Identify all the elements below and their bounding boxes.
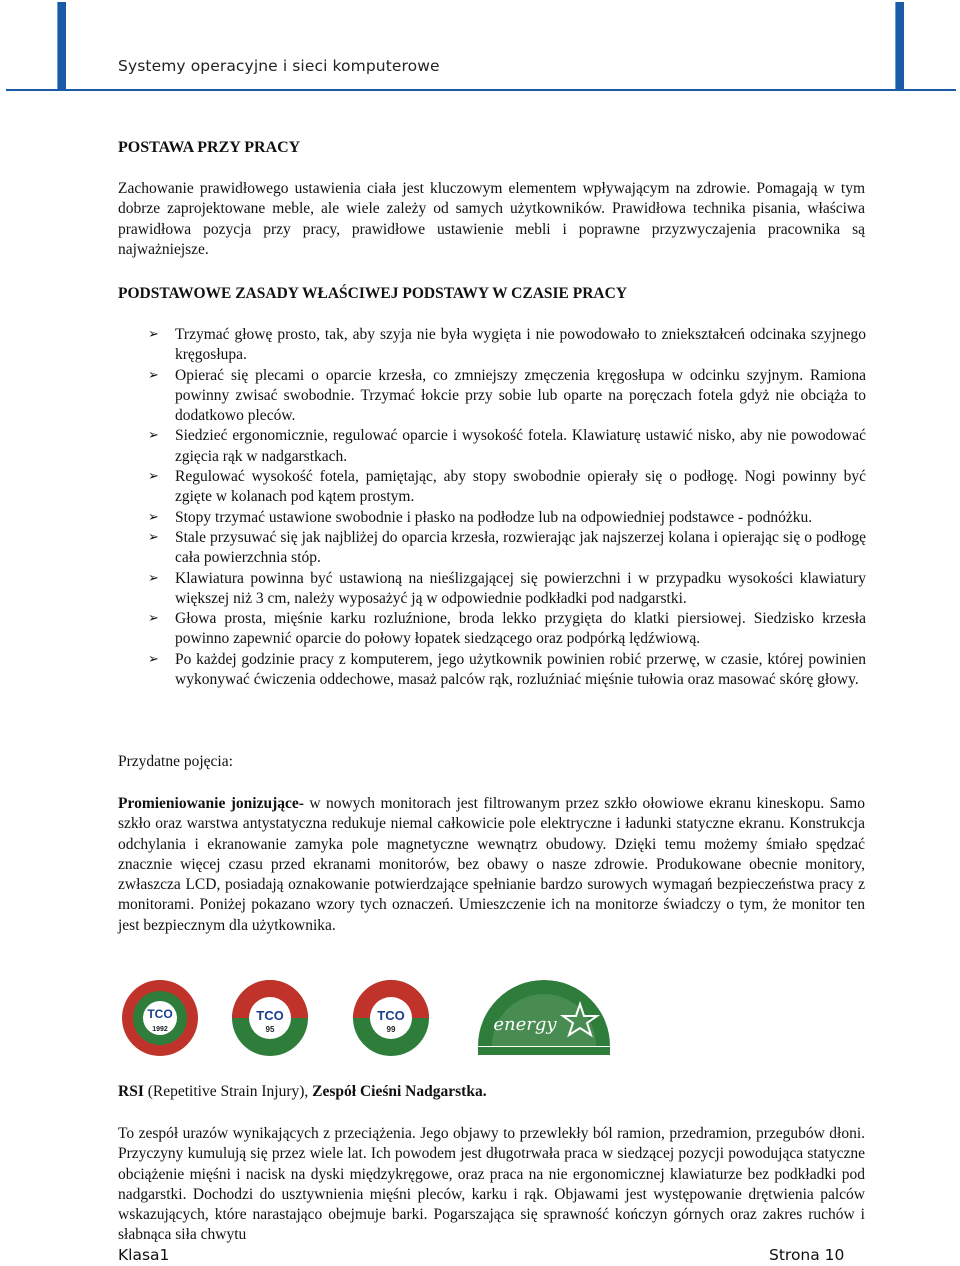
list-item: ➢ Stale przysuwać się jak najbliżej do oparcia krzesła, rozwierając jak najszerzej kolana i opierając się o podłogę cała powierzchnia stóp. [148,528,866,567]
arrow-bullet-icon: ➢ [148,611,159,627]
arrow-bullet-icon: ➢ [148,327,159,342]
svg-text:99: 99 [386,1025,396,1034]
energy-star-logo [470,978,618,1058]
arrow-bullet-icon: ➢ [148,509,159,525]
rsi-paragraph: To zespół urazów wynikających z przeciążenia. Jego objawy to przewlekły ból ramion, przedramion, przegubów dłoni. Przyczyny kumulują się przez wiele lat. Ich powodem jest długotrwała praca w siedzącej pozycji powodująca statyczne obciążenie mięśni i nacisk na dyski międzykręgowe, oraz praca na nie ergonomicznej klawiaturze bez podkładki pod nadgarstki. Dochodzi do usztywnienia mięśni pleców, karku i rąk. Objawami jest występowanie drętwienia palców wskazujących, które narastająco obejmuje barki. Pogarszająca się sprawność kończyn górnych oraz zakres ruchów i słabnąca siła chwytu [118,1125,865,1244]
list-item: ➢ Regulować wysokość fotela, pamiętając, aby stopy swobodnie opierały się o podłogę. Nogi powinny być zgięte w kolanach pod kątem prostym. [148,468,866,506]
header-right-bar [895,2,904,91]
radiation-paragraph [118,794,865,936]
section-heading-posture: POSTAWA PRZY PRACY [118,139,301,156]
header-title: Systemy operacyjne i sieci komputerowe [118,57,440,75]
list-item: ➢ Stopy trzymać ustawione swobodnie i płasko na podłodze lub na odpowiedniej podstawce - podnóżku. [118,508,866,528]
radiation-text: w nowych monitorach jest filtrowanym przez szkło ołowiowe ekranu kineskopu. Samo szkło oraz warstwa antystatyczna redukuje niemal całkowicie pole elektryczne i ładunki statyczne ekranu. Konstrukcja odchylania i ekranowanie zamyka pole magnetyczne wewnątrz obudowy. Dzięki temu możemy śmiało spędzać znacznie więcej czasu przed ekranami monitorów, bez obawy o nasze zdrowie. Produkowane obecnie monitory, zwłaszcza LCD, posiadają oznakowanie potwierdzające spełnianie bardzo surowych wymagań bezpieczeństwa pracy z monitorami. Poniżej pokazano wzory tych oznaczeń. Umieszczenie ich na monitorze świadczy o tym, że monitor ten jest bezpiecznym dla użytkownika. [118,795,865,934]
rsi-alt-name: Zespół Cieśni Nadgarstka. [312,1083,487,1100]
arrow-bullet-icon: ➢ [148,651,159,667]
svg-text:TCO: TCO [377,1008,405,1023]
arrow-bullet-icon: ➢ [148,529,159,545]
list-item: ➢ Klawiatura powinna być ustawioną na nieślizgającej się powierzchni i w przypadku wysokości klawiatury większej niż 3 cm, należy wyposażyć ją w odpowiednie podkładki pod nadgarstki. [148,569,866,607]
list-item: ➢ Głowa prosta, mięśnie karku rozluźnione, broda lekko przygięta do klatki piersiowej. Siedzisko krzesła powinno zapewnić oparcie do połowy łopatek siedzącego oraz podpórką lędźwiową. [148,610,866,648]
svg-text:95: 95 [265,1025,275,1034]
section-heading-rules: PODSTAWOWE ZASADY WŁAŚCIWEJ PODSTAWY W CZASIE PRACY [118,285,628,302]
rules-list [118,325,866,690]
tco-92-logo [118,978,203,1058]
arrow-bullet-icon: ➢ [148,570,159,586]
rsi-full: (Repetitive Strain Injury), [143,1083,313,1100]
rsi-heading [118,1082,865,1102]
arrow-bullet-icon: ➢ [148,367,159,383]
footer-page-number: Strona 10 [769,1246,845,1264]
tco-95-logo [223,978,318,1058]
arrow-bullet-icon: ➢ [148,428,159,444]
rsi-abbr: RSI [118,1083,144,1100]
svg-text:energy: energy [493,1014,557,1035]
list-item: ➢ Trzymać głowę prosto, tak, aby szyja nie była wygięta i nie powodowało to zniekształceń odcinaka szyjnego kręgosłupa. [148,326,866,364]
arrow-bullet-icon: ➢ [148,469,159,485]
svg-text:TCO: TCO [147,1007,173,1021]
header-left-bar [57,2,66,91]
certification-logos [118,978,618,1058]
svg-text:1992: 1992 [152,1026,168,1033]
svg-text:TCO: TCO [256,1008,284,1023]
list-item: ➢ Po każdej godzinie pracy z komputerem, jego użytkownik powinien robić przerwę, w czasie, której powinien wykonywać ćwiczenia oddechowe, masaż palców rąk, rozluźniać mięśnie tułowia oraz masować skórę głowy. [148,650,866,689]
useful-terms-label: Przydatne pojęcia: [118,753,233,770]
header-rule [6,89,956,91]
list-item: ➢ Siedzieć ergonomicznie, regulować oparcie i wysokość fotela. Klawiaturę ustawić nisko, aby nie powodować zgięcia rąk w nadgarstkach. [148,427,866,465]
list-item: ➢ Opierać się plecami o oparcie krzesła, co zmniejszy zmęczenia kręgosłupa w odcinku szyjnym. Ramiona powinny zwisać swobodnie. Trzymać łokcie przy sobie lub oparte na poręczach fotela gdyż nie obciąża to dodatkowo pleców. [148,366,866,425]
footer-class: Klasa1 [118,1246,170,1264]
posture-paragraph: Zachowanie prawidłowego ustawienia ciała jest kluczowym elementem wpływającym na zdrowie. Pomagają w tym dobrze zaprojektowane meble, ale wiele zależy od samych użytkowników. Prawidłowa technika pisania, właściwa prawidłowa pozycja przy pracy, prawidłowe ustawienie mebli i poprawne przyzwyczajenia pracownika są najważniejsze. [118,180,865,258]
tco-99-logo [344,978,439,1058]
radiation-term: Promieniowanie jonizujące- [118,795,304,812]
